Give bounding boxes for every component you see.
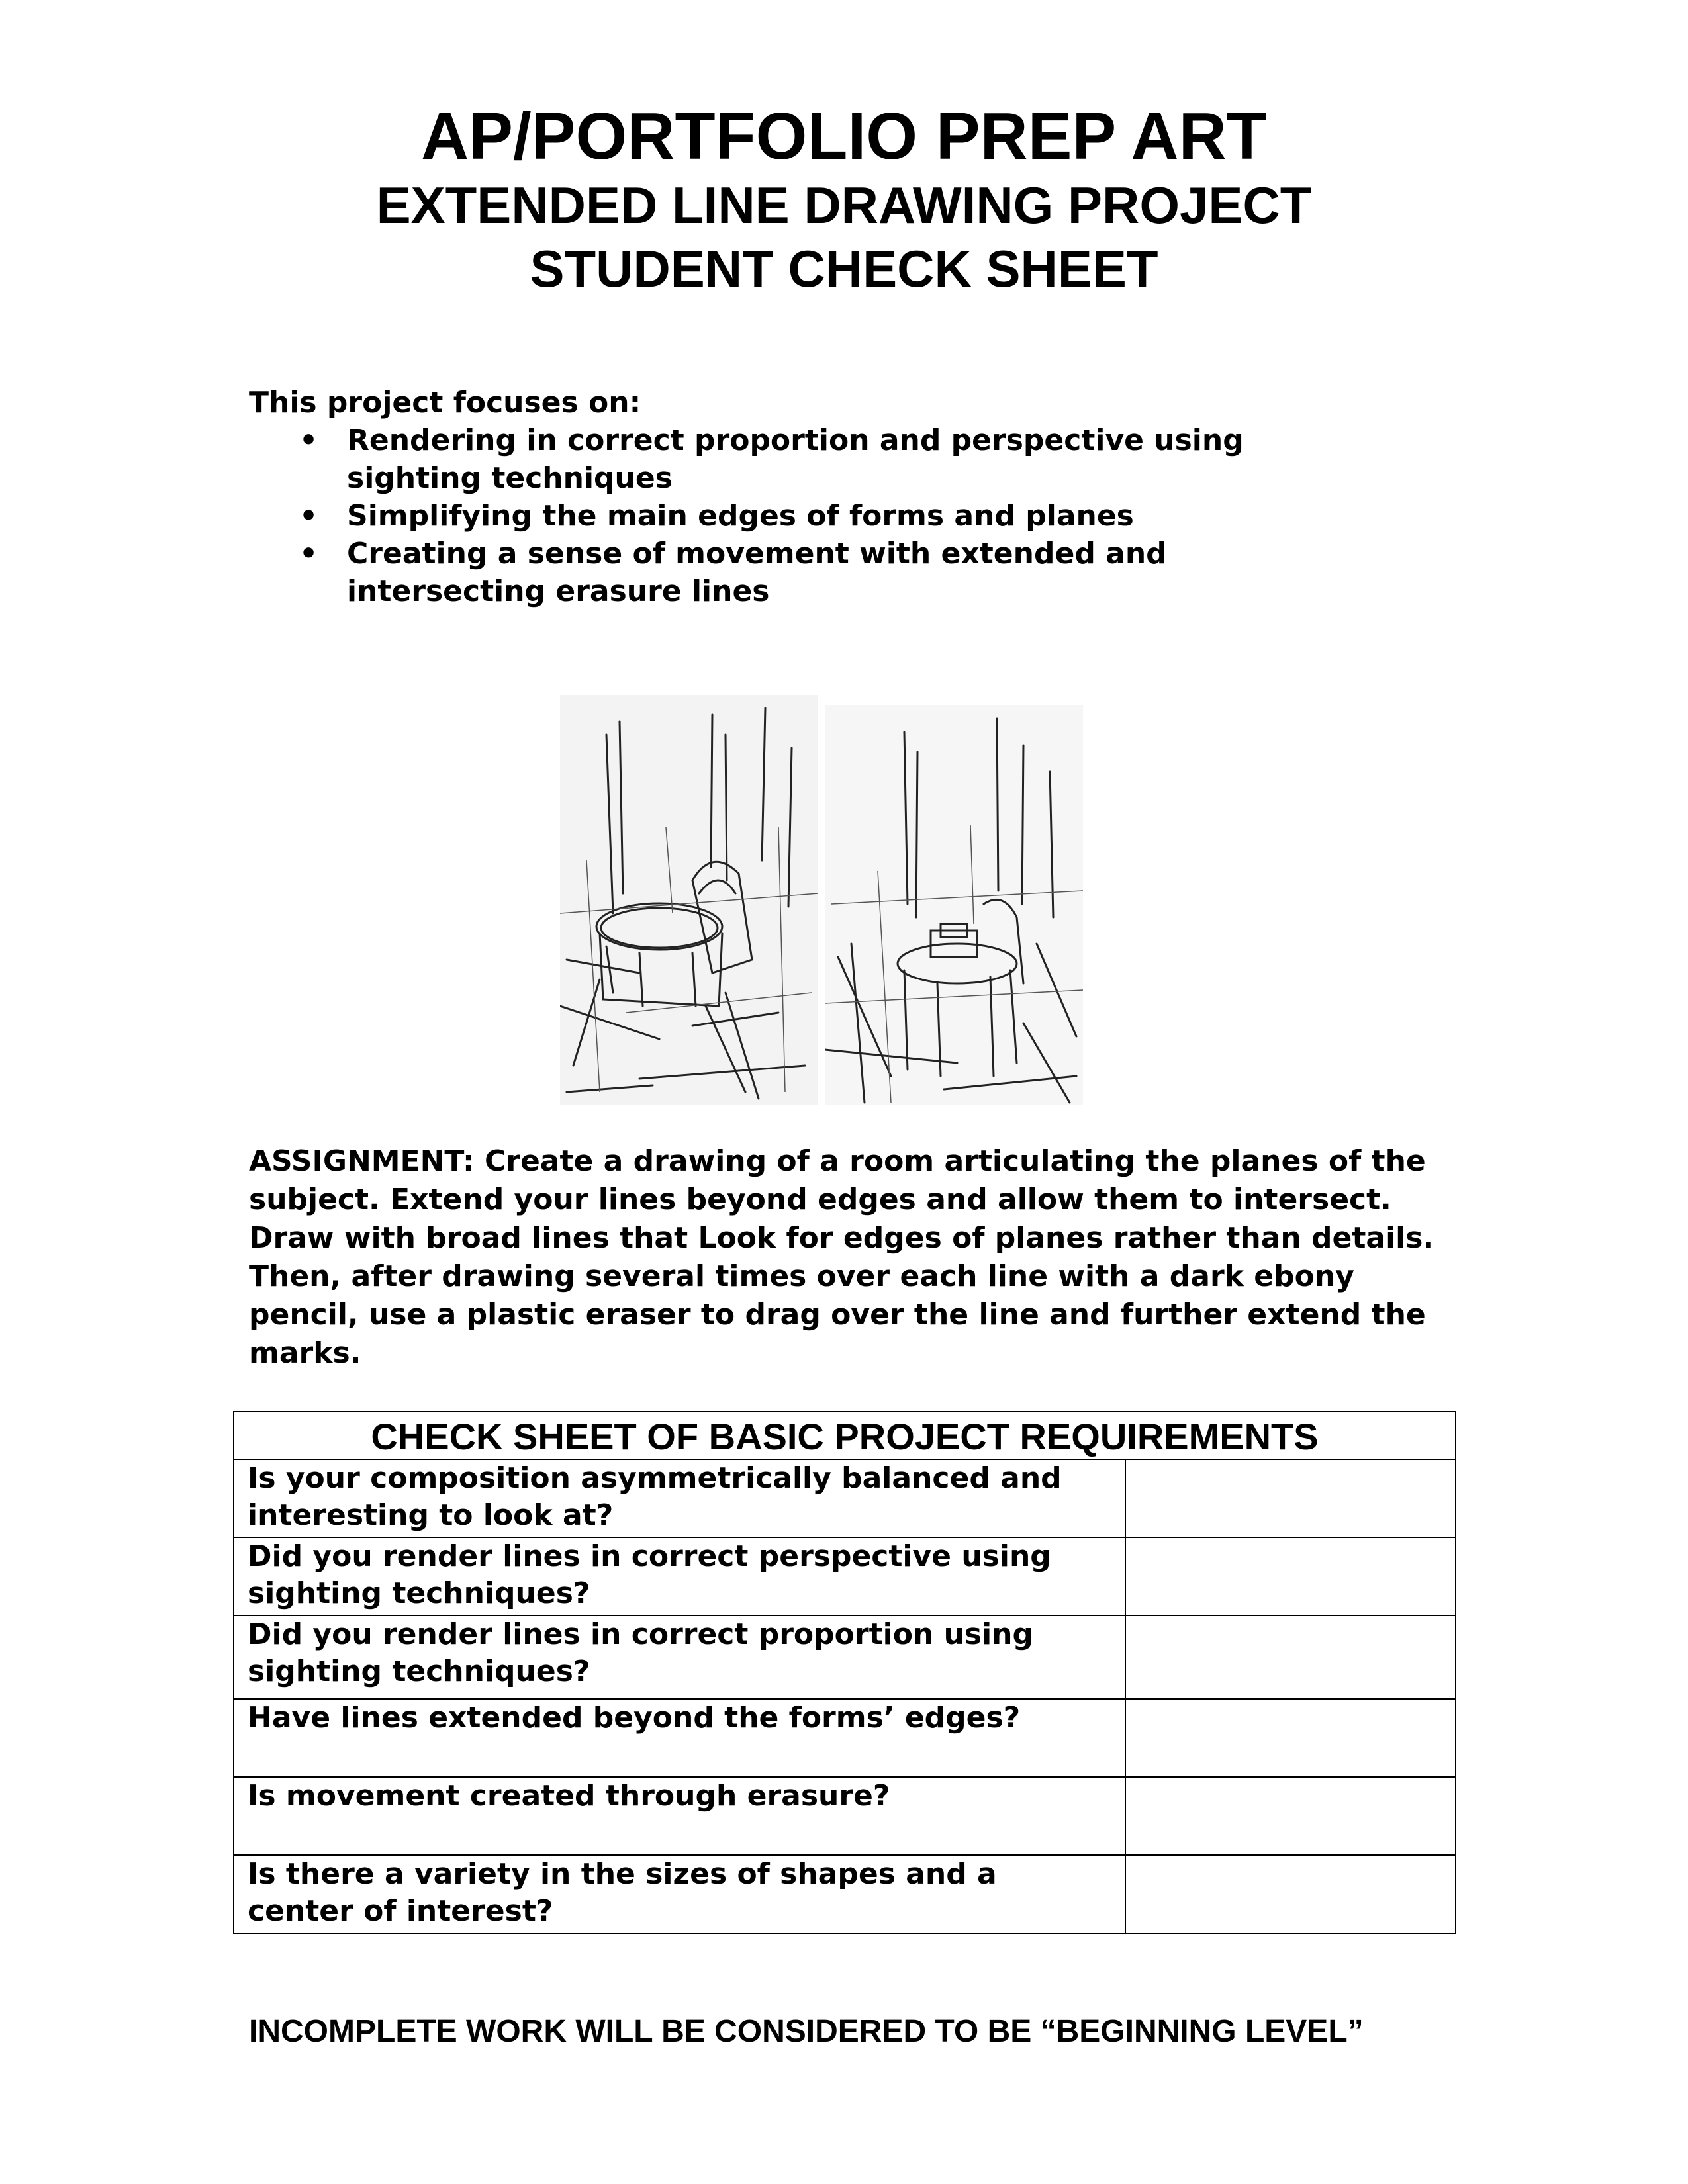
example-drawing-table-objects — [825, 705, 1083, 1105]
focus-item-text: Creating a sense of movement with extended and intersecting erasure lines — [347, 537, 1167, 608]
table-header-row — [234, 1412, 1456, 1459]
table-row — [234, 1855, 1456, 1933]
focus-item-text: Simplifying the main edges of forms and planes — [347, 499, 1134, 533]
check-box-cell[interactable] — [1125, 1537, 1456, 1615]
table-row — [234, 1537, 1456, 1615]
page-title: AP/PORTFOLIO PREP ART — [421, 99, 1267, 173]
requirement-question: Is your composition asymmetrically balanced and interesting to look at? — [234, 1459, 1125, 1537]
focus-list — [249, 422, 1440, 610]
title-block — [0, 99, 1688, 300]
sheet-title: STUDENT CHECK SHEET — [530, 240, 1158, 298]
check-box-cell[interactable] — [1125, 1459, 1456, 1537]
requirement-question: Have lines extended beyond the forms’ edges? — [234, 1699, 1125, 1777]
bullet-icon: • — [299, 537, 318, 570]
focus-item — [249, 535, 1340, 610]
example-drawing-table-chair — [560, 695, 818, 1105]
focus-item-text: Rendering in correct proportion and perspective using sighting techniques — [347, 424, 1244, 495]
table-row — [234, 1699, 1456, 1777]
sketch-image — [825, 705, 1083, 1105]
footer-note: INCOMPLETE WORK WILL BE CONSIDERED TO BE “BEGINNING LEVEL” — [249, 2014, 1364, 2049]
project-title: EXTENDED LINE DRAWING PROJECT — [376, 176, 1312, 234]
bullet-icon: • — [299, 499, 318, 533]
table-row — [234, 1459, 1456, 1537]
requirement-question: Is there a variety in the sizes of shapes and a center of interest? — [234, 1855, 1125, 1933]
requirement-question: Is movement created through erasure? — [234, 1777, 1125, 1855]
assignment-text: ASSIGNMENT: Create a drawing of a room articulating the planes of the subject. Extend your lines beyond edges and allow them to intersect. Draw with broad lines that Look for edges of planes rather than details. Then, after drawing several times over each line with a dark ebony pencil, use a plastic eraser to drag over the line and further extend the marks. — [249, 1144, 1434, 1370]
focus-item — [249, 422, 1340, 497]
focus-section — [249, 384, 1440, 610]
check-box-cell[interactable] — [1125, 1615, 1456, 1699]
table-row — [234, 1615, 1456, 1699]
requirement-question: Did you render lines in correct proportion using sighting techniques? — [234, 1615, 1125, 1699]
check-box-cell[interactable] — [1125, 1699, 1456, 1777]
focus-intro: This project focuses on: — [249, 386, 641, 420]
focus-item — [249, 497, 1340, 535]
example-drawings — [560, 695, 1083, 1105]
check-box-cell[interactable] — [1125, 1855, 1456, 1933]
bullet-icon: • — [299, 424, 318, 457]
table-row — [234, 1777, 1456, 1855]
requirement-question: Did you render lines in correct perspective using sighting techniques? — [234, 1537, 1125, 1615]
requirements-table — [233, 1411, 1456, 1934]
check-box-cell[interactable] — [1125, 1777, 1456, 1855]
table-heading: CHECK SHEET OF BASIC PROJECT REQUIREMENTS — [234, 1412, 1456, 1459]
sketch-image — [560, 695, 818, 1105]
